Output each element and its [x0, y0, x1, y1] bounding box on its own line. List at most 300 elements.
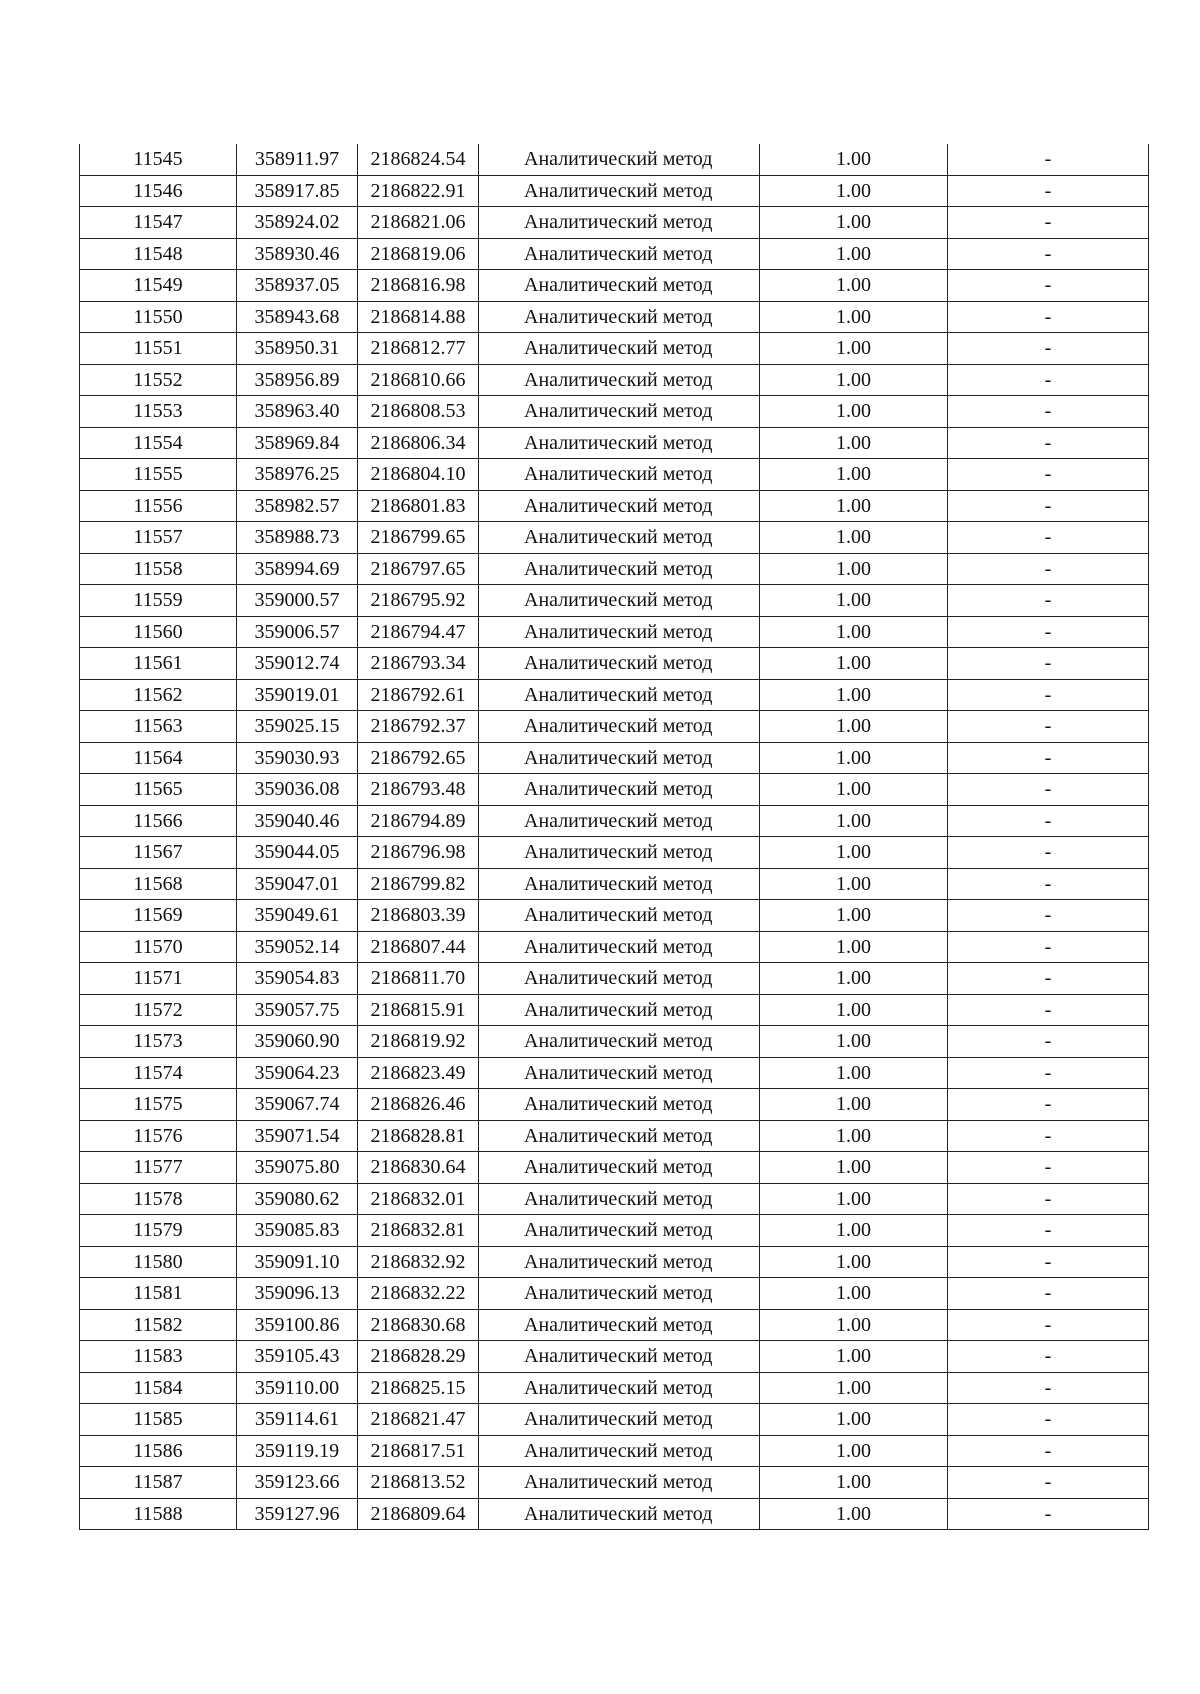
note-cell: - — [948, 900, 1149, 932]
accuracy-cell: 1.00 — [760, 144, 948, 175]
method-cell: Аналитический метод — [479, 1120, 760, 1152]
x-coordinate-cell: 358994.69 — [237, 553, 358, 585]
note-cell: - — [948, 963, 1149, 995]
accuracy-cell: 1.00 — [760, 490, 948, 522]
accuracy-cell: 1.00 — [760, 427, 948, 459]
y-coordinate-cell: 2186797.65 — [358, 553, 479, 585]
point-number-cell: 11565 — [80, 774, 237, 806]
accuracy-cell: 1.00 — [760, 837, 948, 869]
y-coordinate-cell: 2186822.91 — [358, 175, 479, 207]
note-cell: - — [948, 1215, 1149, 1247]
table-row — [80, 1026, 1149, 1058]
method-cell: Аналитический метод — [479, 427, 760, 459]
method-cell: Аналитический метод — [479, 364, 760, 396]
table-row — [80, 1057, 1149, 1089]
point-number-cell: 11564 — [80, 742, 237, 774]
point-number-cell: 11588 — [80, 1498, 237, 1530]
y-coordinate-cell: 2186809.64 — [358, 1498, 479, 1530]
note-cell: - — [948, 1152, 1149, 1184]
table-row — [80, 459, 1149, 491]
method-cell: Аналитический метод — [479, 522, 760, 554]
note-cell: - — [948, 837, 1149, 869]
method-cell: Аналитический метод — [479, 144, 760, 175]
y-coordinate-cell: 2186821.06 — [358, 207, 479, 239]
point-number-cell: 11548 — [80, 238, 237, 270]
point-number-cell: 11587 — [80, 1467, 237, 1499]
x-coordinate-cell: 359047.01 — [237, 868, 358, 900]
table-body — [80, 144, 1149, 1530]
point-number-cell: 11553 — [80, 396, 237, 428]
accuracy-cell: 1.00 — [760, 270, 948, 302]
note-cell: - — [948, 490, 1149, 522]
y-coordinate-cell: 2186796.98 — [358, 837, 479, 869]
point-number-cell: 11549 — [80, 270, 237, 302]
y-coordinate-cell: 2186794.89 — [358, 805, 479, 837]
accuracy-cell: 1.00 — [760, 648, 948, 680]
x-coordinate-cell: 359100.86 — [237, 1309, 358, 1341]
accuracy-cell: 1.00 — [760, 459, 948, 491]
y-coordinate-cell: 2186814.88 — [358, 301, 479, 333]
table-row — [80, 711, 1149, 743]
table-row — [80, 1404, 1149, 1436]
method-cell: Аналитический метод — [479, 837, 760, 869]
method-cell: Аналитический метод — [479, 931, 760, 963]
accuracy-cell: 1.00 — [760, 742, 948, 774]
point-number-cell: 11545 — [80, 144, 237, 175]
note-cell: - — [948, 648, 1149, 680]
note-cell: - — [948, 459, 1149, 491]
y-coordinate-cell: 2186821.47 — [358, 1404, 479, 1436]
y-coordinate-cell: 2186808.53 — [358, 396, 479, 428]
table-row — [80, 364, 1149, 396]
x-coordinate-cell: 358963.40 — [237, 396, 358, 428]
note-cell: - — [948, 1246, 1149, 1278]
accuracy-cell: 1.00 — [760, 868, 948, 900]
accuracy-cell: 1.00 — [760, 1089, 948, 1121]
method-cell: Аналитический метод — [479, 1467, 760, 1499]
method-cell: Аналитический метод — [479, 1026, 760, 1058]
point-number-cell: 11551 — [80, 333, 237, 365]
table-row — [80, 175, 1149, 207]
point-number-cell: 11556 — [80, 490, 237, 522]
x-coordinate-cell: 359049.61 — [237, 900, 358, 932]
note-cell: - — [948, 868, 1149, 900]
note-cell: - — [948, 1057, 1149, 1089]
method-cell: Аналитический метод — [479, 774, 760, 806]
y-coordinate-cell: 2186830.64 — [358, 1152, 479, 1184]
note-cell: - — [948, 301, 1149, 333]
point-number-cell: 11560 — [80, 616, 237, 648]
method-cell: Аналитический метод — [479, 868, 760, 900]
point-number-cell: 11584 — [80, 1372, 237, 1404]
accuracy-cell: 1.00 — [760, 1341, 948, 1373]
table-row — [80, 774, 1149, 806]
method-cell: Аналитический метод — [479, 963, 760, 995]
point-number-cell: 11558 — [80, 553, 237, 585]
point-number-cell: 11567 — [80, 837, 237, 869]
y-coordinate-cell: 2186793.34 — [358, 648, 479, 680]
accuracy-cell: 1.00 — [760, 1372, 948, 1404]
accuracy-cell: 1.00 — [760, 175, 948, 207]
note-cell: - — [948, 333, 1149, 365]
x-coordinate-cell: 358969.84 — [237, 427, 358, 459]
point-number-cell: 11586 — [80, 1435, 237, 1467]
method-cell: Аналитический метод — [479, 459, 760, 491]
point-number-cell: 11572 — [80, 994, 237, 1026]
accuracy-cell: 1.00 — [760, 207, 948, 239]
x-coordinate-cell: 358911.97 — [237, 144, 358, 175]
point-number-cell: 11570 — [80, 931, 237, 963]
accuracy-cell: 1.00 — [760, 1152, 948, 1184]
y-coordinate-cell: 2186823.49 — [358, 1057, 479, 1089]
x-coordinate-cell: 359060.90 — [237, 1026, 358, 1058]
y-coordinate-cell: 2186813.52 — [358, 1467, 479, 1499]
table-row — [80, 144, 1149, 175]
table-row — [80, 1278, 1149, 1310]
point-number-cell: 11583 — [80, 1341, 237, 1373]
y-coordinate-cell: 2186817.51 — [358, 1435, 479, 1467]
accuracy-cell: 1.00 — [760, 1435, 948, 1467]
x-coordinate-cell: 359036.08 — [237, 774, 358, 806]
note-cell: - — [948, 396, 1149, 428]
accuracy-cell: 1.00 — [760, 1057, 948, 1089]
point-number-cell: 11562 — [80, 679, 237, 711]
x-coordinate-cell: 359110.00 — [237, 1372, 358, 1404]
x-coordinate-cell: 359091.10 — [237, 1246, 358, 1278]
method-cell: Аналитический метод — [479, 1372, 760, 1404]
method-cell: Аналитический метод — [479, 1435, 760, 1467]
table-row — [80, 1215, 1149, 1247]
accuracy-cell: 1.00 — [760, 1246, 948, 1278]
table-row — [80, 837, 1149, 869]
table-row — [80, 1467, 1149, 1499]
point-number-cell: 11581 — [80, 1278, 237, 1310]
point-number-cell: 11552 — [80, 364, 237, 396]
x-coordinate-cell: 359064.23 — [237, 1057, 358, 1089]
note-cell: - — [948, 207, 1149, 239]
point-number-cell: 11554 — [80, 427, 237, 459]
table-row — [80, 1246, 1149, 1278]
x-coordinate-cell: 359000.57 — [237, 585, 358, 617]
accuracy-cell: 1.00 — [760, 679, 948, 711]
table-row — [80, 1372, 1149, 1404]
x-coordinate-cell: 359105.43 — [237, 1341, 358, 1373]
point-number-cell: 11563 — [80, 711, 237, 743]
point-number-cell: 11579 — [80, 1215, 237, 1247]
y-coordinate-cell: 2186793.48 — [358, 774, 479, 806]
table-row — [80, 868, 1149, 900]
point-number-cell: 11573 — [80, 1026, 237, 1058]
point-number-cell: 11574 — [80, 1057, 237, 1089]
method-cell: Аналитический метод — [479, 900, 760, 932]
note-cell: - — [948, 270, 1149, 302]
accuracy-cell: 1.00 — [760, 774, 948, 806]
x-coordinate-cell: 358976.25 — [237, 459, 358, 491]
table-row — [80, 333, 1149, 365]
y-coordinate-cell: 2186810.66 — [358, 364, 479, 396]
method-cell: Аналитический метод — [479, 1278, 760, 1310]
accuracy-cell: 1.00 — [760, 1498, 948, 1530]
table-row — [80, 805, 1149, 837]
accuracy-cell: 1.00 — [760, 1278, 948, 1310]
note-cell: - — [948, 522, 1149, 554]
point-number-cell: 11569 — [80, 900, 237, 932]
y-coordinate-cell: 2186799.82 — [358, 868, 479, 900]
note-cell: - — [948, 679, 1149, 711]
table-row — [80, 1309, 1149, 1341]
note-cell: - — [948, 1341, 1149, 1373]
accuracy-cell: 1.00 — [760, 805, 948, 837]
note-cell: - — [948, 1372, 1149, 1404]
x-coordinate-cell: 358943.68 — [237, 301, 358, 333]
y-coordinate-cell: 2186824.54 — [358, 144, 479, 175]
note-cell: - — [948, 144, 1149, 175]
method-cell: Аналитический метод — [479, 648, 760, 680]
x-coordinate-cell: 359054.83 — [237, 963, 358, 995]
accuracy-cell: 1.00 — [760, 238, 948, 270]
accuracy-cell: 1.00 — [760, 585, 948, 617]
y-coordinate-cell: 2186815.91 — [358, 994, 479, 1026]
point-number-cell: 11575 — [80, 1089, 237, 1121]
x-coordinate-cell: 359127.96 — [237, 1498, 358, 1530]
point-number-cell: 11571 — [80, 963, 237, 995]
method-cell: Аналитический метод — [479, 805, 760, 837]
accuracy-cell: 1.00 — [760, 900, 948, 932]
accuracy-cell: 1.00 — [760, 963, 948, 995]
method-cell: Аналитический метод — [479, 711, 760, 743]
table-row — [80, 679, 1149, 711]
note-cell: - — [948, 175, 1149, 207]
note-cell: - — [948, 805, 1149, 837]
table-row — [80, 207, 1149, 239]
accuracy-cell: 1.00 — [760, 994, 948, 1026]
accuracy-cell: 1.00 — [760, 553, 948, 585]
y-coordinate-cell: 2186807.44 — [358, 931, 479, 963]
note-cell: - — [948, 238, 1149, 270]
y-coordinate-cell: 2186828.29 — [358, 1341, 479, 1373]
x-coordinate-cell: 358982.57 — [237, 490, 358, 522]
y-coordinate-cell: 2186832.92 — [358, 1246, 479, 1278]
accuracy-cell: 1.00 — [760, 333, 948, 365]
point-number-cell: 11580 — [80, 1246, 237, 1278]
point-number-cell: 11559 — [80, 585, 237, 617]
method-cell: Аналитический метод — [479, 1341, 760, 1373]
x-coordinate-cell: 359025.15 — [237, 711, 358, 743]
y-coordinate-cell: 2186811.70 — [358, 963, 479, 995]
y-coordinate-cell: 2186794.47 — [358, 616, 479, 648]
point-number-cell: 11577 — [80, 1152, 237, 1184]
method-cell: Аналитический метод — [479, 1404, 760, 1436]
x-coordinate-cell: 359006.57 — [237, 616, 358, 648]
accuracy-cell: 1.00 — [760, 1183, 948, 1215]
point-number-cell: 11561 — [80, 648, 237, 680]
table-row — [80, 648, 1149, 680]
y-coordinate-cell: 2186792.65 — [358, 742, 479, 774]
method-cell: Аналитический метод — [479, 585, 760, 617]
table-row — [80, 963, 1149, 995]
table-row — [80, 270, 1149, 302]
method-cell: Аналитический метод — [479, 1309, 760, 1341]
method-cell: Аналитический метод — [479, 994, 760, 1026]
note-cell: - — [948, 1309, 1149, 1341]
accuracy-cell: 1.00 — [760, 1309, 948, 1341]
table-row — [80, 553, 1149, 585]
point-number-cell: 11578 — [80, 1183, 237, 1215]
note-cell: - — [948, 553, 1149, 585]
method-cell: Аналитический метод — [479, 301, 760, 333]
x-coordinate-cell: 358937.05 — [237, 270, 358, 302]
method-cell: Аналитический метод — [479, 175, 760, 207]
point-number-cell: 11576 — [80, 1120, 237, 1152]
point-number-cell: 11557 — [80, 522, 237, 554]
table-row — [80, 994, 1149, 1026]
note-cell: - — [948, 1183, 1149, 1215]
x-coordinate-cell: 359075.80 — [237, 1152, 358, 1184]
note-cell: - — [948, 1120, 1149, 1152]
table-row — [80, 522, 1149, 554]
x-coordinate-cell: 359019.01 — [237, 679, 358, 711]
accuracy-cell: 1.00 — [760, 1026, 948, 1058]
note-cell: - — [948, 1089, 1149, 1121]
x-coordinate-cell: 359085.83 — [237, 1215, 358, 1247]
method-cell: Аналитический метод — [479, 333, 760, 365]
method-cell: Аналитический метод — [479, 238, 760, 270]
accuracy-cell: 1.00 — [760, 931, 948, 963]
note-cell: - — [948, 616, 1149, 648]
note-cell: - — [948, 1404, 1149, 1436]
x-coordinate-cell: 358988.73 — [237, 522, 358, 554]
x-coordinate-cell: 358930.46 — [237, 238, 358, 270]
method-cell: Аналитический метод — [479, 616, 760, 648]
table-row — [80, 1341, 1149, 1373]
note-cell: - — [948, 931, 1149, 963]
y-coordinate-cell: 2186803.39 — [358, 900, 479, 932]
point-number-cell: 11585 — [80, 1404, 237, 1436]
y-coordinate-cell: 2186825.15 — [358, 1372, 479, 1404]
accuracy-cell: 1.00 — [760, 1215, 948, 1247]
table-row — [80, 301, 1149, 333]
x-coordinate-cell: 358956.89 — [237, 364, 358, 396]
y-coordinate-cell: 2186832.81 — [358, 1215, 479, 1247]
y-coordinate-cell: 2186832.01 — [358, 1183, 479, 1215]
x-coordinate-cell: 359067.74 — [237, 1089, 358, 1121]
y-coordinate-cell: 2186792.37 — [358, 711, 479, 743]
x-coordinate-cell: 359057.75 — [237, 994, 358, 1026]
accuracy-cell: 1.00 — [760, 301, 948, 333]
note-cell: - — [948, 427, 1149, 459]
x-coordinate-cell: 358917.85 — [237, 175, 358, 207]
accuracy-cell: 1.00 — [760, 522, 948, 554]
point-number-cell: 11568 — [80, 868, 237, 900]
accuracy-cell: 1.00 — [760, 364, 948, 396]
method-cell: Аналитический метод — [479, 1215, 760, 1247]
x-coordinate-cell: 359119.19 — [237, 1435, 358, 1467]
method-cell: Аналитический метод — [479, 679, 760, 711]
accuracy-cell: 1.00 — [760, 616, 948, 648]
y-coordinate-cell: 2186806.34 — [358, 427, 479, 459]
accuracy-cell: 1.00 — [760, 711, 948, 743]
accuracy-cell: 1.00 — [760, 1467, 948, 1499]
point-number-cell: 11550 — [80, 301, 237, 333]
x-coordinate-cell: 359114.61 — [237, 1404, 358, 1436]
y-coordinate-cell: 2186830.68 — [358, 1309, 479, 1341]
y-coordinate-cell: 2186792.61 — [358, 679, 479, 711]
x-coordinate-cell: 359040.46 — [237, 805, 358, 837]
x-coordinate-cell: 359044.05 — [237, 837, 358, 869]
accuracy-cell: 1.00 — [760, 1404, 948, 1436]
x-coordinate-cell: 359012.74 — [237, 648, 358, 680]
table-row — [80, 616, 1149, 648]
x-coordinate-cell: 359123.66 — [237, 1467, 358, 1499]
accuracy-cell: 1.00 — [760, 396, 948, 428]
coordinates-table — [79, 144, 1149, 1530]
note-cell: - — [948, 1435, 1149, 1467]
method-cell: Аналитический метод — [479, 1498, 760, 1530]
y-coordinate-cell: 2186799.65 — [358, 522, 479, 554]
x-coordinate-cell: 358950.31 — [237, 333, 358, 365]
table-row — [80, 585, 1149, 617]
method-cell: Аналитический метод — [479, 1089, 760, 1121]
table-row — [80, 490, 1149, 522]
note-cell: - — [948, 585, 1149, 617]
table-row — [80, 238, 1149, 270]
note-cell: - — [948, 742, 1149, 774]
method-cell: Аналитический метод — [479, 742, 760, 774]
table-row — [80, 396, 1149, 428]
table-row — [80, 900, 1149, 932]
note-cell: - — [948, 1467, 1149, 1499]
table-row — [80, 1183, 1149, 1215]
x-coordinate-cell: 358924.02 — [237, 207, 358, 239]
note-cell: - — [948, 1278, 1149, 1310]
table-row — [80, 1152, 1149, 1184]
method-cell: Аналитический метод — [479, 1246, 760, 1278]
point-number-cell: 11566 — [80, 805, 237, 837]
x-coordinate-cell: 359030.93 — [237, 742, 358, 774]
table-row — [80, 1089, 1149, 1121]
y-coordinate-cell: 2186816.98 — [358, 270, 479, 302]
accuracy-cell: 1.00 — [760, 1120, 948, 1152]
table-row — [80, 931, 1149, 963]
x-coordinate-cell: 359080.62 — [237, 1183, 358, 1215]
x-coordinate-cell: 359071.54 — [237, 1120, 358, 1152]
method-cell: Аналитический метод — [479, 1057, 760, 1089]
method-cell: Аналитический метод — [479, 553, 760, 585]
table-row — [80, 427, 1149, 459]
y-coordinate-cell: 2186828.81 — [358, 1120, 479, 1152]
note-cell: - — [948, 1498, 1149, 1530]
y-coordinate-cell: 2186801.83 — [358, 490, 479, 522]
point-number-cell: 11546 — [80, 175, 237, 207]
y-coordinate-cell: 2186819.92 — [358, 1026, 479, 1058]
table-row — [80, 1498, 1149, 1530]
note-cell: - — [948, 364, 1149, 396]
y-coordinate-cell: 2186832.22 — [358, 1278, 479, 1310]
x-coordinate-cell: 359052.14 — [237, 931, 358, 963]
method-cell: Аналитический метод — [479, 207, 760, 239]
note-cell: - — [948, 1026, 1149, 1058]
point-number-cell: 11555 — [80, 459, 237, 491]
table-row — [80, 1435, 1149, 1467]
method-cell: Аналитический метод — [479, 1183, 760, 1215]
x-coordinate-cell: 359096.13 — [237, 1278, 358, 1310]
table-row — [80, 1120, 1149, 1152]
method-cell: Аналитический метод — [479, 490, 760, 522]
note-cell: - — [948, 711, 1149, 743]
y-coordinate-cell: 2186819.06 — [358, 238, 479, 270]
y-coordinate-cell: 2186795.92 — [358, 585, 479, 617]
method-cell: Аналитический метод — [479, 396, 760, 428]
